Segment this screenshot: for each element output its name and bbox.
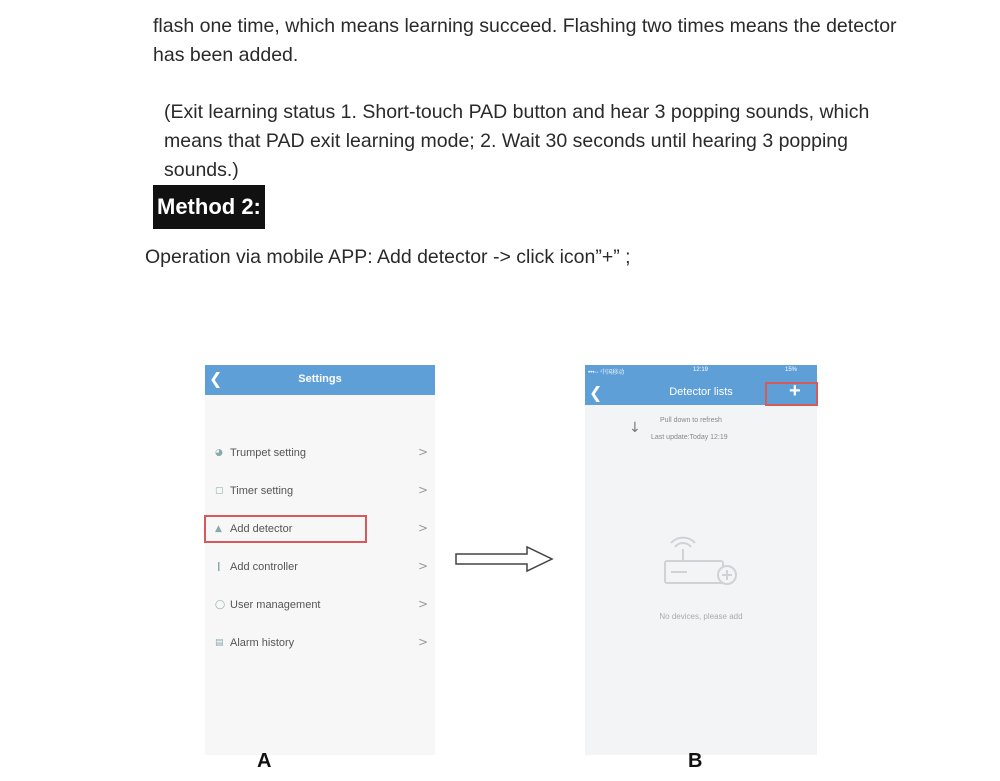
screenshot-b-detector-lists (585, 365, 817, 755)
pull-to-refresh-text: Pull down to refresh (660, 417, 722, 424)
user-icon: ◯ (215, 600, 226, 610)
highlight-box-add-detector (204, 515, 367, 543)
menu-item-label: Alarm history (230, 637, 295, 649)
screenshot-a-settings (205, 365, 435, 755)
detector-icon: ▲ (215, 524, 222, 534)
last-update-text: Last update:Today 12:19 (651, 434, 728, 441)
menu-item-label: Trumpet setting (230, 447, 307, 459)
add-detector-button[interactable]: + (789, 380, 801, 402)
status-battery: 15% (785, 367, 798, 373)
menu-item-label: User management (230, 599, 321, 611)
empty-state-text: No devices, please add (659, 612, 743, 621)
chevron-right-icon: > (417, 597, 428, 611)
menu-item-user-management[interactable] (215, 595, 430, 619)
figure-label-b: B (688, 750, 703, 772)
menu-item-timer-setting[interactable] (215, 481, 430, 505)
detector-lists-title: Detector lists (669, 386, 733, 398)
paragraph-exit-learning: (Exit learning status 1. Short-touch PAD button and hear 3 popping sounds, which means that PAD exit learning mode; 2. Wait 30 seconds until hearing 3 popping sounds.) (164, 101, 870, 181)
speaker-icon: ◕ (215, 448, 223, 458)
menu-item-trumpet-setting[interactable] (215, 443, 430, 467)
menu-item-label: Timer setting (230, 485, 294, 497)
settings-title: Settings (298, 373, 342, 385)
chevron-right-icon: > (417, 635, 428, 649)
paragraph-learning-result: flash one time, which means learning succeed. Flashing two times means the detector has been added. (153, 15, 897, 66)
controller-icon: ❙ (215, 562, 223, 572)
chevron-right-icon: > (417, 483, 428, 497)
menu-item-alarm-history[interactable] (215, 633, 430, 657)
chevron-right-icon: > (417, 521, 428, 535)
router-placeholder-icon (661, 535, 743, 595)
figure-label-a: A (257, 750, 272, 772)
arrow-down-icon: ↓ (629, 420, 641, 436)
method-heading: Method 2: (153, 185, 265, 229)
timer-icon: ▢ (215, 486, 224, 496)
chevron-right-icon: > (417, 559, 428, 573)
chevron-left-icon[interactable]: ❮ (209, 369, 223, 388)
highlight-box-add-button (765, 382, 818, 406)
menu-item-label: Add controller (230, 561, 298, 573)
menu-item-add-controller[interactable] (215, 557, 430, 581)
chevron-left-icon[interactable]: ❮ (589, 383, 603, 402)
chevron-right-icon: > (417, 445, 428, 459)
menu-item-label: Add detector (230, 523, 293, 535)
operation-instruction: Operation via mobile APP: Add detector -> click icon”+” ; (145, 246, 631, 268)
right-arrow-icon (455, 545, 555, 573)
status-carrier: •••◦◦ 中国移动 (588, 370, 625, 376)
status-time: 12:19 (693, 367, 709, 373)
history-icon: ▤ (215, 638, 224, 648)
settings-header-bar (205, 365, 435, 395)
